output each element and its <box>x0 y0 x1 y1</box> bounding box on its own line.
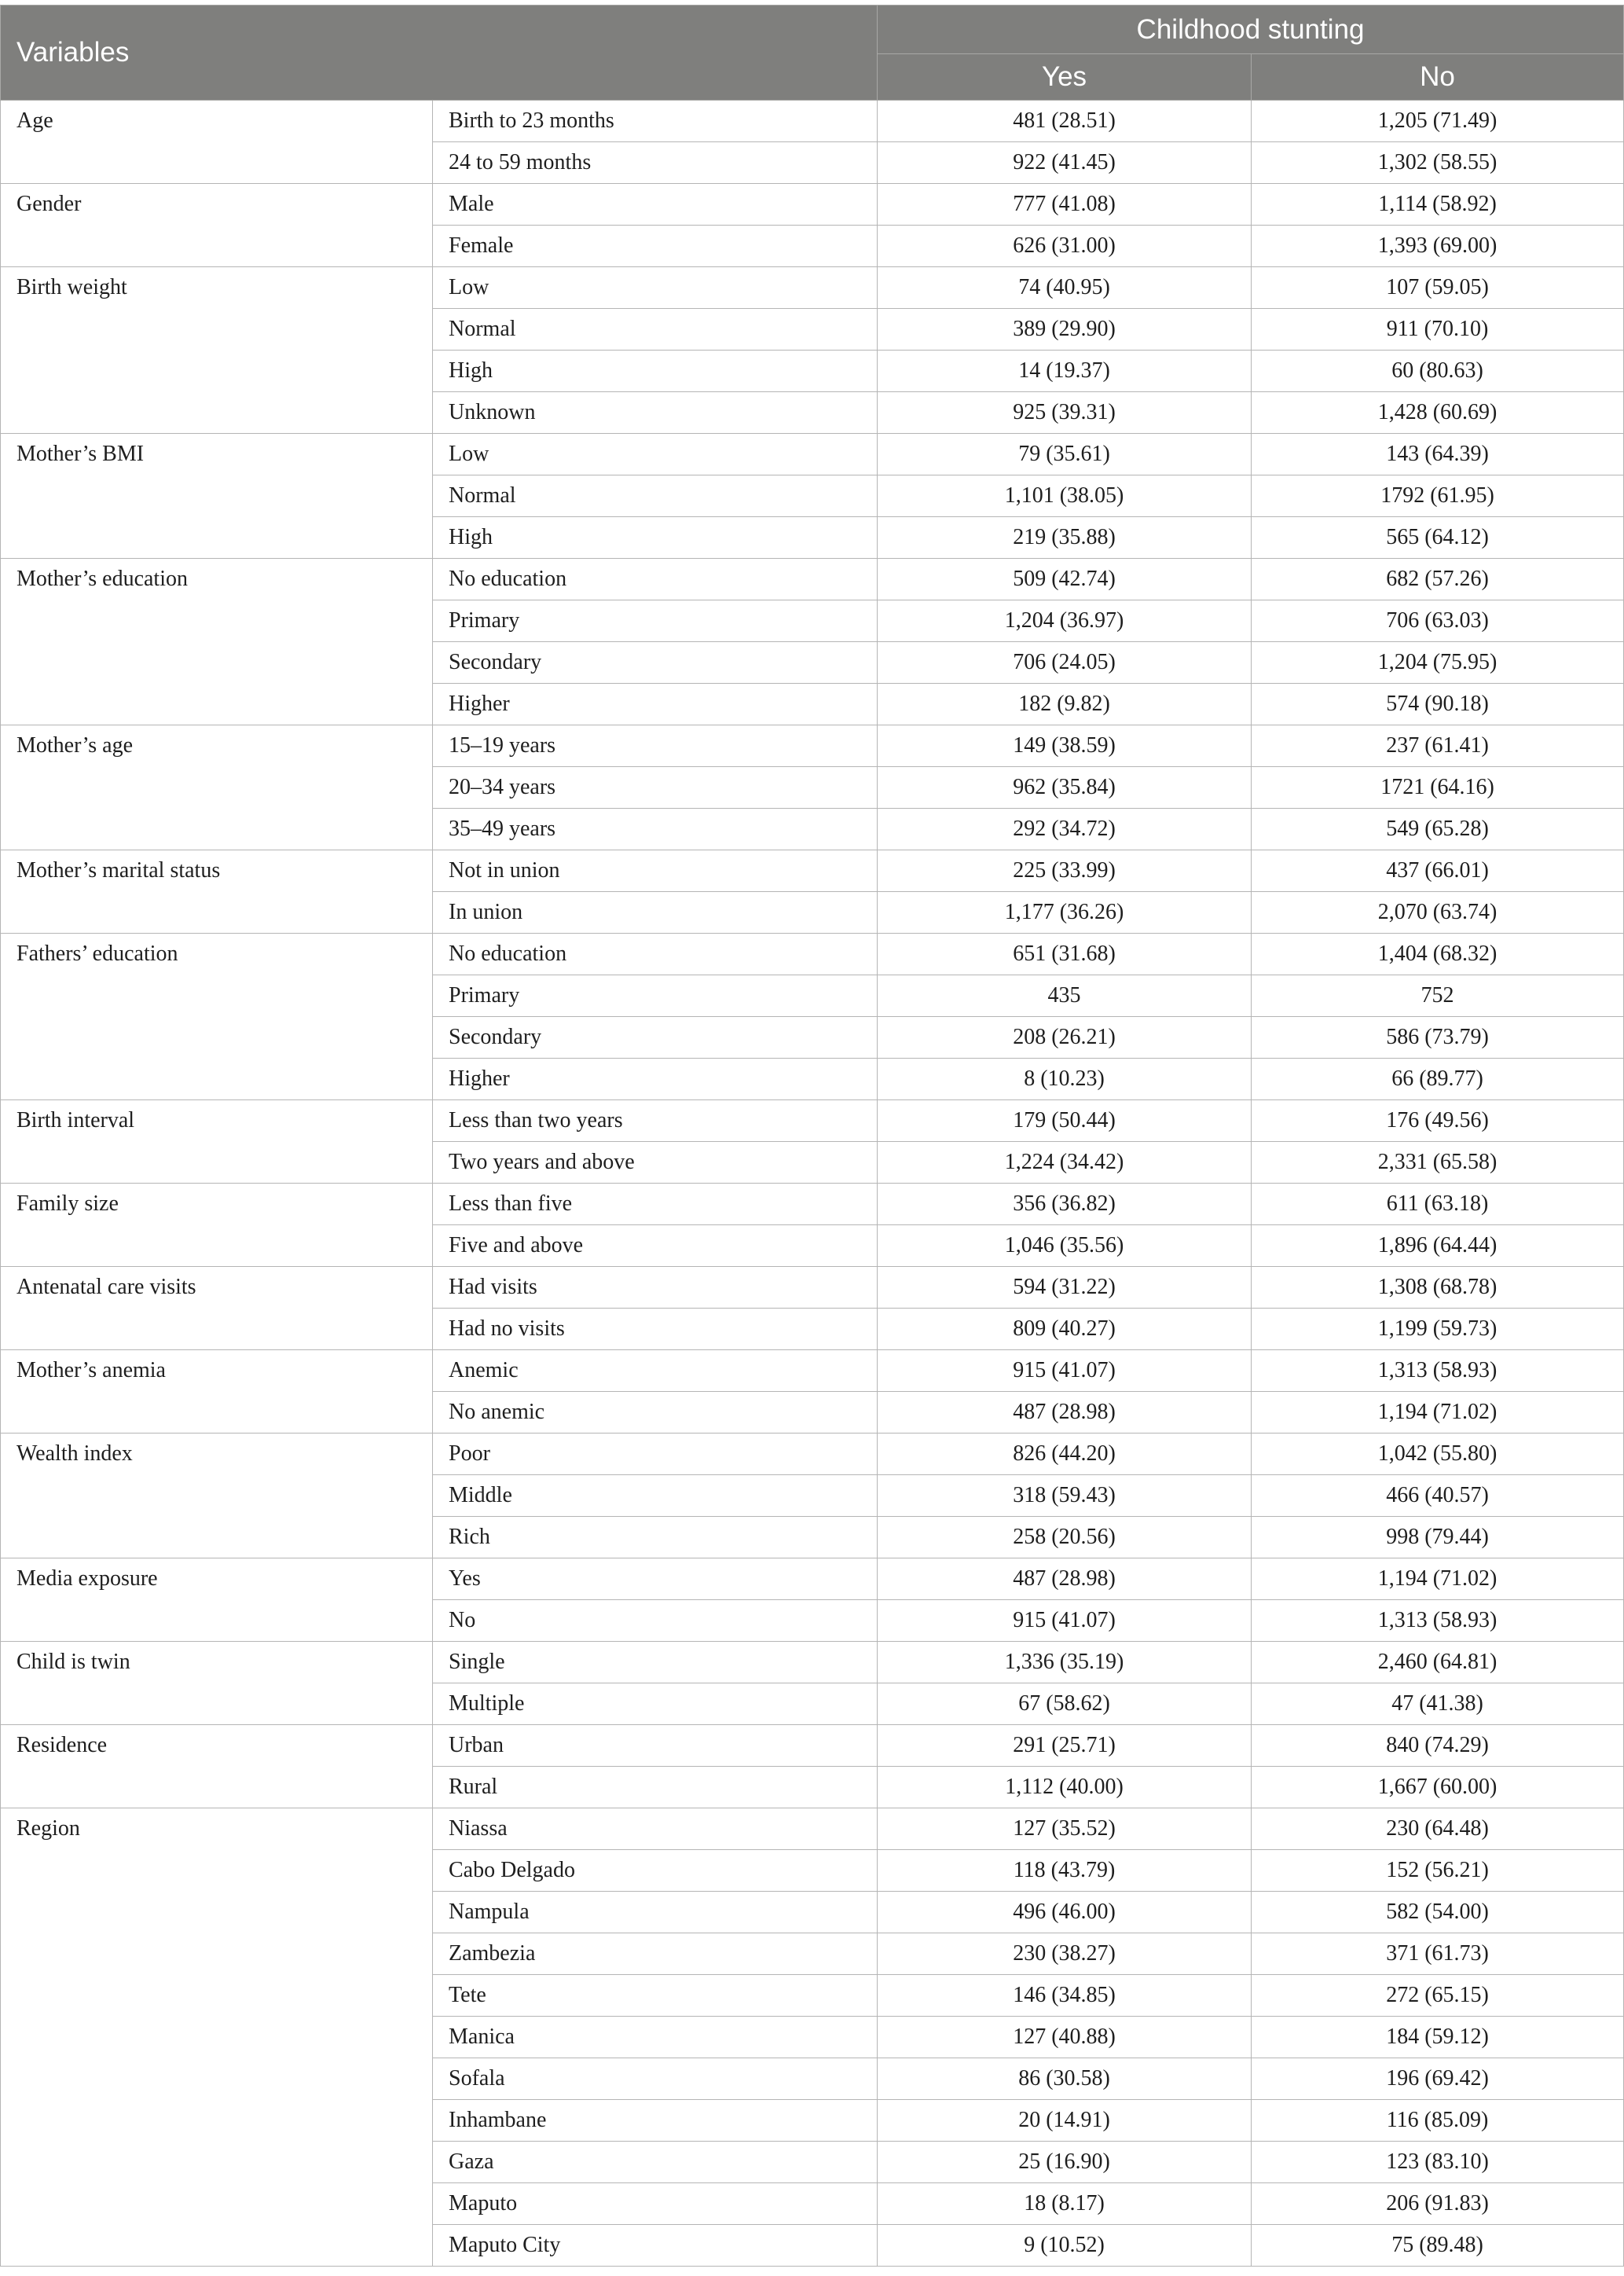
yes-value-cell: 318 (59.43) <box>878 1475 1252 1517</box>
table-row <box>1 434 1624 475</box>
yes-value-cell: 1,336 (35.19) <box>878 1642 1252 1683</box>
yes-value-cell: 826 (44.20) <box>878 1434 1252 1475</box>
yes-value-cell: 1,224 (34.42) <box>878 1142 1252 1184</box>
variable-cell: Gender <box>1 184 433 267</box>
yes-value-cell: 149 (38.59) <box>878 725 1252 767</box>
yes-value-cell: 915 (41.07) <box>878 1600 1252 1642</box>
no-value-cell: 184 (59.12) <box>1252 2017 1624 2058</box>
variable-cell: Birth interval <box>1 1100 433 1184</box>
yes-value-cell: 225 (33.99) <box>878 850 1252 892</box>
no-value-cell: 1,205 (71.49) <box>1252 101 1624 142</box>
category-cell: Middle <box>433 1475 878 1517</box>
no-value-cell: 1,393 (69.00) <box>1252 226 1624 267</box>
table-header <box>1 6 1624 101</box>
no-value-cell: 1792 (61.95) <box>1252 475 1624 517</box>
category-cell: Unknown <box>433 392 878 434</box>
yes-value-cell: 118 (43.79) <box>878 1850 1252 1892</box>
category-cell: Niassa <box>433 1808 878 1850</box>
category-cell: 15–19 years <box>433 725 878 767</box>
header-childhood-stunting: Childhood stunting <box>878 6 1624 54</box>
variable-cell: Family size <box>1 1184 433 1267</box>
category-cell: Gaza <box>433 2142 878 2183</box>
category-cell: Tete <box>433 1975 878 2017</box>
header-variables: Variables <box>1 6 878 101</box>
category-cell: Yes <box>433 1558 878 1600</box>
table-row <box>1 1100 1624 1142</box>
category-cell: No education <box>433 934 878 975</box>
yes-value-cell: 487 (28.98) <box>878 1558 1252 1600</box>
no-value-cell: 1,114 (58.92) <box>1252 184 1624 226</box>
yes-value-cell: 8 (10.23) <box>878 1059 1252 1100</box>
category-cell: Manica <box>433 2017 878 2058</box>
no-value-cell: 998 (79.44) <box>1252 1517 1624 1558</box>
yes-value-cell: 925 (39.31) <box>878 392 1252 434</box>
yes-value-cell: 389 (29.90) <box>878 309 1252 351</box>
no-value-cell: 1,204 (75.95) <box>1252 642 1624 684</box>
yes-value-cell: 208 (26.21) <box>878 1017 1252 1059</box>
no-value-cell: 752 <box>1252 975 1624 1017</box>
category-cell: 20–34 years <box>433 767 878 809</box>
category-cell: Normal <box>433 475 878 517</box>
category-cell: Had visits <box>433 1267 878 1309</box>
no-value-cell: 586 (73.79) <box>1252 1017 1624 1059</box>
yes-value-cell: 20 (14.91) <box>878 2100 1252 2142</box>
yes-value-cell: 219 (35.88) <box>878 517 1252 559</box>
category-cell: Higher <box>433 684 878 725</box>
no-value-cell: 1,302 (58.55) <box>1252 142 1624 184</box>
category-cell: Female <box>433 226 878 267</box>
no-value-cell: 1,404 (68.32) <box>1252 934 1624 975</box>
table-row <box>1 559 1624 600</box>
no-value-cell: 1,042 (55.80) <box>1252 1434 1624 1475</box>
no-value-cell: 1,428 (60.69) <box>1252 392 1624 434</box>
no-value-cell: 582 (54.00) <box>1252 1892 1624 1933</box>
no-value-cell: 152 (56.21) <box>1252 1850 1624 1892</box>
variable-cell: Mother’s education <box>1 559 433 725</box>
no-value-cell: 196 (69.42) <box>1252 2058 1624 2100</box>
category-cell: Poor <box>433 1434 878 1475</box>
no-value-cell: 2,460 (64.81) <box>1252 1642 1624 1683</box>
category-cell: Secondary <box>433 1017 878 1059</box>
category-cell: Cabo Delgado <box>433 1850 878 1892</box>
yes-value-cell: 496 (46.00) <box>878 1892 1252 1933</box>
category-cell: Nampula <box>433 1892 878 1933</box>
category-cell: Rural <box>433 1767 878 1808</box>
category-cell: In union <box>433 892 878 934</box>
yes-value-cell: 1,204 (36.97) <box>878 600 1252 642</box>
yes-value-cell: 182 (9.82) <box>878 684 1252 725</box>
yes-value-cell: 86 (30.58) <box>878 2058 1252 2100</box>
table-row <box>1 267 1624 309</box>
category-cell: Zambezia <box>433 1933 878 1975</box>
no-value-cell: 2,331 (65.58) <box>1252 1142 1624 1184</box>
category-cell: Less than two years <box>433 1100 878 1142</box>
yes-value-cell: 74 (40.95) <box>878 267 1252 309</box>
table-row <box>1 1808 1624 1850</box>
category-cell: Primary <box>433 975 878 1017</box>
yes-value-cell: 127 (35.52) <box>878 1808 1252 1850</box>
no-value-cell: 123 (83.10) <box>1252 2142 1624 2183</box>
yes-value-cell: 127 (40.88) <box>878 2017 1252 2058</box>
table-row <box>1 101 1624 142</box>
no-value-cell: 75 (89.48) <box>1252 2225 1624 2267</box>
category-cell: Multiple <box>433 1683 878 1725</box>
table-row <box>1 1558 1624 1600</box>
yes-value-cell: 179 (50.44) <box>878 1100 1252 1142</box>
variable-cell: Birth weight <box>1 267 433 434</box>
variable-cell: Wealth index <box>1 1434 433 1558</box>
category-cell: Birth to 23 months <box>433 101 878 142</box>
no-value-cell: 272 (65.15) <box>1252 1975 1624 2017</box>
yes-value-cell: 146 (34.85) <box>878 1975 1252 2017</box>
table-row <box>1 1725 1624 1767</box>
variable-cell: Mother’s marital status <box>1 850 433 934</box>
category-cell: 35–49 years <box>433 809 878 850</box>
no-value-cell: 60 (80.63) <box>1252 351 1624 392</box>
no-value-cell: 437 (66.01) <box>1252 850 1624 892</box>
no-value-cell: 840 (74.29) <box>1252 1725 1624 1767</box>
yes-value-cell: 25 (16.90) <box>878 2142 1252 2183</box>
yes-value-cell: 809 (40.27) <box>878 1309 1252 1350</box>
yes-value-cell: 435 <box>878 975 1252 1017</box>
table-row <box>1 725 1624 767</box>
variable-cell: Mother’s BMI <box>1 434 433 559</box>
yes-value-cell: 777 (41.08) <box>878 184 1252 226</box>
category-cell: Not in union <box>433 850 878 892</box>
yes-value-cell: 291 (25.71) <box>878 1725 1252 1767</box>
variable-cell: Mother’s age <box>1 725 433 850</box>
table-body <box>1 101 1624 2267</box>
category-cell: Two years and above <box>433 1142 878 1184</box>
variable-cell: Fathers’ education <box>1 934 433 1100</box>
category-cell: Low <box>433 434 878 475</box>
yes-value-cell: 356 (36.82) <box>878 1184 1252 1225</box>
yes-value-cell: 962 (35.84) <box>878 767 1252 809</box>
yes-value-cell: 706 (24.05) <box>878 642 1252 684</box>
no-value-cell: 1,313 (58.93) <box>1252 1350 1624 1392</box>
yes-value-cell: 626 (31.00) <box>878 226 1252 267</box>
category-cell: Anemic <box>433 1350 878 1392</box>
no-value-cell: 230 (64.48) <box>1252 1808 1624 1850</box>
table-row <box>1 850 1624 892</box>
no-value-cell: 466 (40.57) <box>1252 1475 1624 1517</box>
variable-cell: Antenatal care visits <box>1 1267 433 1350</box>
yes-value-cell: 487 (28.98) <box>878 1392 1252 1434</box>
table-row <box>1 1184 1624 1225</box>
header-no: No <box>1252 54 1624 101</box>
no-value-cell: 47 (41.38) <box>1252 1683 1624 1725</box>
no-value-cell: 371 (61.73) <box>1252 1933 1624 1975</box>
no-value-cell: 911 (70.10) <box>1252 309 1624 351</box>
no-value-cell: 611 (63.18) <box>1252 1184 1624 1225</box>
category-cell: Male <box>433 184 878 226</box>
category-cell: Normal <box>433 309 878 351</box>
category-cell: 24 to 59 months <box>433 142 878 184</box>
yes-value-cell: 9 (10.52) <box>878 2225 1252 2267</box>
category-cell: Secondary <box>433 642 878 684</box>
no-value-cell: 66 (89.77) <box>1252 1059 1624 1100</box>
category-cell: Primary <box>433 600 878 642</box>
no-value-cell: 237 (61.41) <box>1252 725 1624 767</box>
yes-value-cell: 651 (31.68) <box>878 934 1252 975</box>
no-value-cell: 1721 (64.16) <box>1252 767 1624 809</box>
table-row <box>1 1434 1624 1475</box>
yes-value-cell: 292 (34.72) <box>878 809 1252 850</box>
table-row <box>1 934 1624 975</box>
category-cell: Five and above <box>433 1225 878 1267</box>
yes-value-cell: 1,101 (38.05) <box>878 475 1252 517</box>
yes-value-cell: 14 (19.37) <box>878 351 1252 392</box>
no-value-cell: 1,896 (64.44) <box>1252 1225 1624 1267</box>
category-cell: Maputo <box>433 2183 878 2225</box>
no-value-cell: 549 (65.28) <box>1252 809 1624 850</box>
table-row <box>1 1350 1624 1392</box>
no-value-cell: 1,199 (59.73) <box>1252 1309 1624 1350</box>
category-cell: Sofala <box>433 2058 878 2100</box>
category-cell: High <box>433 351 878 392</box>
no-value-cell: 143 (64.39) <box>1252 434 1624 475</box>
variable-cell: Residence <box>1 1725 433 1808</box>
table-row <box>1 184 1624 226</box>
yes-value-cell: 1,046 (35.56) <box>878 1225 1252 1267</box>
yes-value-cell: 481 (28.51) <box>878 101 1252 142</box>
no-value-cell: 565 (64.12) <box>1252 517 1624 559</box>
category-cell: Single <box>433 1642 878 1683</box>
category-cell: Inhambane <box>433 2100 878 2142</box>
category-cell: Maputo City <box>433 2225 878 2267</box>
variable-cell: Age <box>1 101 433 184</box>
header-yes: Yes <box>878 54 1252 101</box>
category-cell: No <box>433 1600 878 1642</box>
category-cell: Had no visits <box>433 1309 878 1350</box>
yes-value-cell: 509 (42.74) <box>878 559 1252 600</box>
yes-value-cell: 1,112 (40.00) <box>878 1767 1252 1808</box>
no-value-cell: 1,308 (68.78) <box>1252 1267 1624 1309</box>
yes-value-cell: 1,177 (36.26) <box>878 892 1252 934</box>
category-cell: Higher <box>433 1059 878 1100</box>
variable-cell: Media exposure <box>1 1558 433 1642</box>
yes-value-cell: 230 (38.27) <box>878 1933 1252 1975</box>
yes-value-cell: 67 (58.62) <box>878 1683 1252 1725</box>
no-value-cell: 1,667 (60.00) <box>1252 1767 1624 1808</box>
no-value-cell: 116 (85.09) <box>1252 2100 1624 2142</box>
yes-value-cell: 79 (35.61) <box>878 434 1252 475</box>
variable-cell: Region <box>1 1808 433 2267</box>
yes-value-cell: 922 (41.45) <box>878 142 1252 184</box>
yes-value-cell: 594 (31.22) <box>878 1267 1252 1309</box>
no-value-cell: 1,194 (71.02) <box>1252 1392 1624 1434</box>
table-row <box>1 1267 1624 1309</box>
yes-value-cell: 258 (20.56) <box>878 1517 1252 1558</box>
no-value-cell: 1,194 (71.02) <box>1252 1558 1624 1600</box>
variable-cell: Child is twin <box>1 1642 433 1725</box>
no-value-cell: 574 (90.18) <box>1252 684 1624 725</box>
yes-value-cell: 18 (8.17) <box>878 2183 1252 2225</box>
category-cell: No education <box>433 559 878 600</box>
no-value-cell: 682 (57.26) <box>1252 559 1624 600</box>
no-value-cell: 706 (63.03) <box>1252 600 1624 642</box>
no-value-cell: 1,313 (58.93) <box>1252 1600 1624 1642</box>
category-cell: Urban <box>433 1725 878 1767</box>
category-cell: Rich <box>433 1517 878 1558</box>
no-value-cell: 176 (49.56) <box>1252 1100 1624 1142</box>
table-row <box>1 1642 1624 1683</box>
no-value-cell: 206 (91.83) <box>1252 2183 1624 2225</box>
category-cell: Less than five <box>433 1184 878 1225</box>
category-cell: No anemic <box>433 1392 878 1434</box>
stunting-table <box>0 5 1624 2267</box>
variable-cell: Mother’s anemia <box>1 1350 433 1434</box>
category-cell: High <box>433 517 878 559</box>
no-value-cell: 2,070 (63.74) <box>1252 892 1624 934</box>
category-cell: Low <box>433 267 878 309</box>
no-value-cell: 107 (59.05) <box>1252 267 1624 309</box>
yes-value-cell: 915 (41.07) <box>878 1350 1252 1392</box>
